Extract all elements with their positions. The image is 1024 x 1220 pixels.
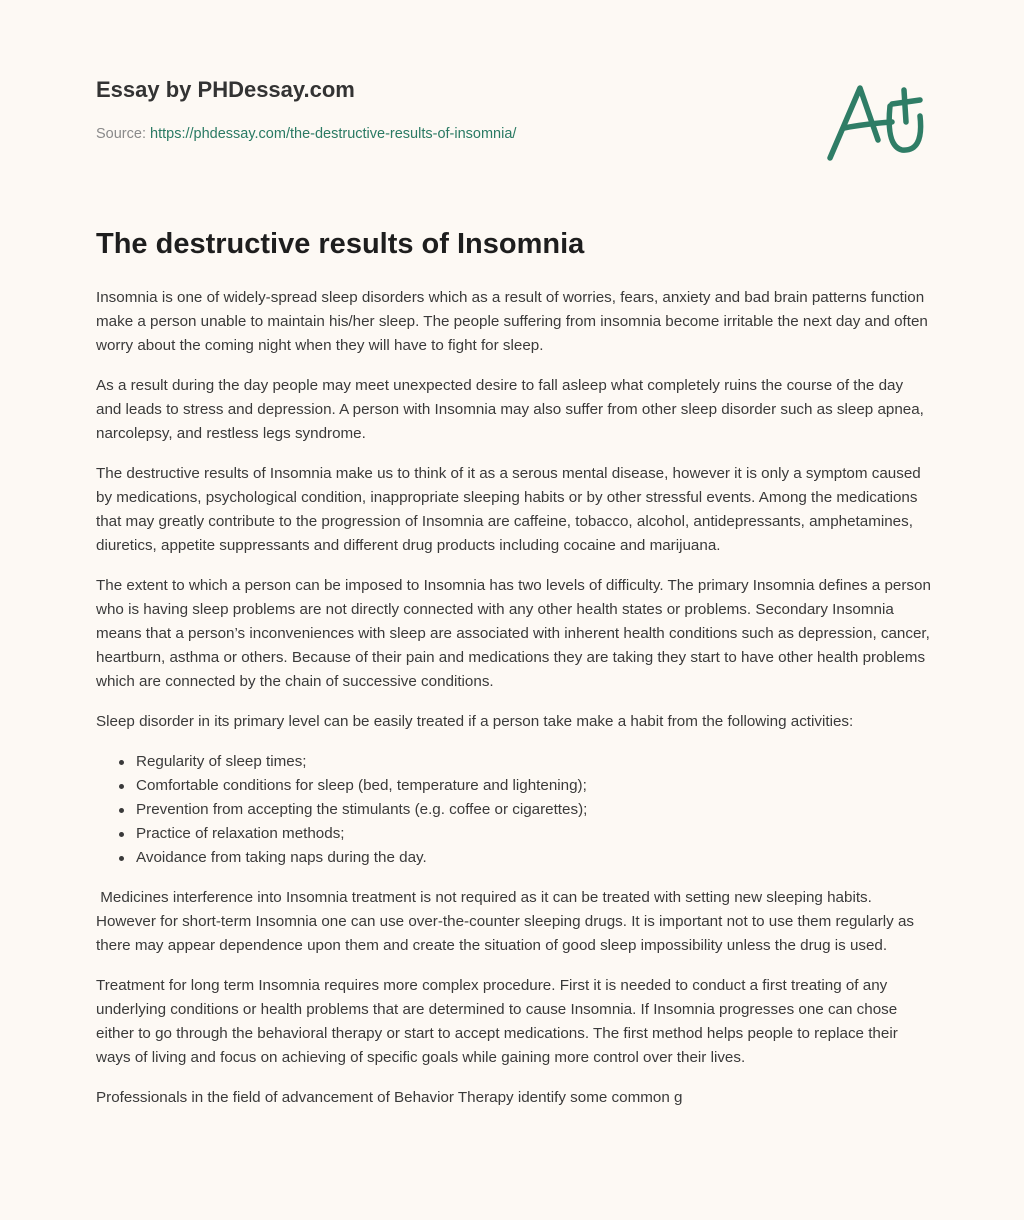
list-item <box>136 750 932 774</box>
bullet-icon <box>119 760 124 765</box>
brand-title: Essay by PHDessay.com <box>96 77 355 102</box>
paragraph: Insomnia is one of widely-spread sleep disorders which as a result of worries, fears, anxiety and bad brain patterns function make a person unable to maintain his/her sleep. The people suffering from insomnia become irritable the next day and often worry about the coming night when they will have to fight for sleep. <box>96 289 928 354</box>
list-item <box>136 846 932 870</box>
bullet-icon <box>119 808 124 813</box>
paragraph: As a result during the day people may meet unexpected desire to fall asleep what completely ruins the course of the day and leads to stress and depression. A person with Insomnia may also suffer from other sleep disorder such as sleep apnea, narcolepsy, and restless legs syndrome. <box>96 377 924 442</box>
list-item-text: Avoidance from taking naps during the day. <box>136 849 427 866</box>
list-item-text: Comfortable conditions for sleep (bed, temperature and lightening); <box>136 777 587 794</box>
list-item <box>136 774 932 798</box>
source-link[interactable]: https://phdessay.com/the-destructive-results-of-insomnia/ <box>150 126 517 142</box>
source-label: Source: <box>96 126 146 142</box>
bullet-icon <box>119 832 124 837</box>
paragraph: The extent to which a person can be imposed to Insomnia has two levels of difficulty. The primary Insomnia defines a person who is having sleep problems are not directly connected with any other health states or problems. Secondary Insomnia means that a person’s inconveniences with sleep are associated with inherent health conditions such as depression, cancer, heartburn, asthma or others. Because of their pain and medications they are taking they start to have other health problems which are connected by the chain of successive conditions. <box>96 577 931 690</box>
paragraph: The destructive results of Insomnia make us to think of it as a serous mental disease, however it is only a symptom caused by medications, psychological condition, inappropriate sleeping habits or by other stressful events. Among the medications that may greatly contribute to the progression of Insomnia are caffeine, tobacco, alcohol, antidepressants, amphetamines, diuretics, appetite suppressants and different drug products including cocaine and marijuana. <box>96 465 921 554</box>
activities-list <box>96 750 932 870</box>
bullet-icon <box>119 784 124 789</box>
essay-title: The destructive results of Insomnia <box>96 228 585 260</box>
essay-body <box>96 286 932 1110</box>
bullet-icon <box>119 856 124 861</box>
paragraph: Professionals in the field of advancement of Behavior Therapy identify some common g <box>96 1089 683 1106</box>
list-item <box>136 798 932 822</box>
list-item-text: Practice of relaxation methods; <box>136 825 345 842</box>
essay-article <box>96 224 932 1126</box>
list-item-text: Regularity of sleep times; <box>136 753 307 770</box>
paragraph: Treatment for long term Insomnia requires more complex procedure. First it is needed to conduct a first treating of any underlying conditions or health problems that are determined to cause Insomnia. If Insomnia progresses one can chose either to go through the behavioral therapy or start to accept medications. The first method helps people to replace their ways of living and focus on achieving of specific goals while gaining more control over their lives. <box>96 977 898 1066</box>
paragraph: Sleep disorder in its primary level can be easily treated if a person take make a habit from the following activities: <box>96 713 854 730</box>
a-plus-grade-icon <box>820 68 930 168</box>
source-line <box>96 124 516 144</box>
paragraph: Medicines interference into Insomnia treatment is not required as it can be treated with setting new sleeping habits. However for short-term Insomnia one can use over-the-counter sleeping drugs. It is important not to use them regularly as there may appear dependence upon them and create the situation of good sleep impossibility unless the drug is used. <box>96 889 919 954</box>
list-item <box>136 822 932 846</box>
list-item-text: Prevention from accepting the stimulants (e.g. coffee or cigarettes); <box>136 801 588 818</box>
page-header <box>96 76 936 142</box>
